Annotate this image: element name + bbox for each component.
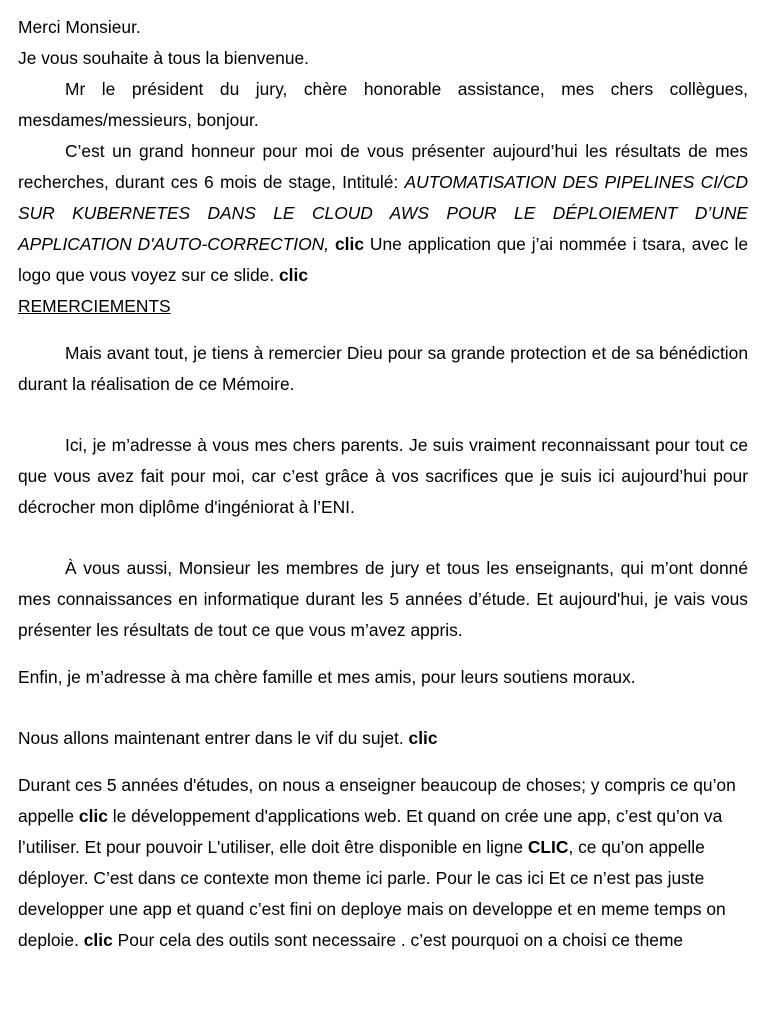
address-paragraph: Mr le président du jury, chère honorable assistance, mes chers collègues, mesdames/messieurs, bonjour. [18,79,748,130]
thanks-jury-paragraph: À vous aussi, Monsieur les membres de jury et tous les enseignants, qui m’ont donné mes connaissances en informatique durant les 5 années d’étude. Et aujourd'hui, je vais vous présenter les résultats de tout ce que vous m’avez appris. [18,558,748,640]
clic-marker: clic [408,728,438,748]
intro-text: C’est un grand honneur pour moi de vous présenter aujourd’hui les résultats de mes recherches, durant ces 6 mois de stage, Intitulé: [18,141,748,192]
context-text: Pour cela des outils sont necessaire . c’est pourquoi on a choisi ce theme [112,930,684,950]
thanks-family-paragraph: Enfin, je m’adresse à ma chère famille et mes amis, pour leurs soutiens moraux. [18,667,636,687]
introduction-paragraph [18,136,748,291]
intro-text-continued: Une application que j’ai nommée i tsara, avec le logo que vous voyez sur ce slide. [18,234,748,285]
thanks-parents-paragraph: Ici, je m’adresse à vous mes chers parents. Je suis vraiment reconnaissant pour tout ce que vous avez fait pour moi, car c’est grâce à vos sacrifices que je suis ici aujourd’hui pour décrocher mon diplôme d'ingéniorat à l’ENI. [18,435,748,517]
clic-marker: clic [78,806,108,826]
clic-marker: CLIC [527,837,569,857]
context-text: Durant ces 5 années d'études, on nous a enseigner beaucoup de choses; y compris ce qu’on appelle [18,775,736,826]
context-paragraph [18,770,748,956]
welcome-line: Je vous souhaite à tous la bienvenue. [18,48,310,68]
clic-marker: clic [334,234,364,254]
thanks-god-paragraph: Mais avant tout, je tiens à remercier Dieu pour sa grande protection et de sa bénédiction durant la réalisation de ce Mémoire. [18,343,748,394]
section-heading-remerciements: REMERCIEMENTS [18,296,171,316]
transition-text: Nous allons maintenant entrer dans le vif du sujet. [18,728,409,748]
clic-marker: clic [279,265,309,285]
thesis-title: AUTOMATISATION DES PIPELINES CI/CD SUR KUBERNETES DANS LE CLOUD AWS POUR LE DÉPLOIEMENT D’UNE APPLICATION D'AUTO-CORRECTION, [18,172,749,254]
context-text: le développement d'applications web. Et quand on crée une app, c’est qu’on va l’utiliser. Et pour pouvoir L'utiliser, elle doit être disponible en ligne [18,806,723,857]
transition-paragraph [18,723,748,754]
context-text: , ce qu’on appelle déployer. C’est dans ce contexte mon theme ici parle. Pour le cas ici Et ce n’est pas juste developper une app et quand c’est fini on deploye mais on developpe et en meme temps on deploie. [18,837,726,950]
clic-marker: clic [83,930,113,950]
greeting-line: Merci Monsieur. [18,17,141,37]
